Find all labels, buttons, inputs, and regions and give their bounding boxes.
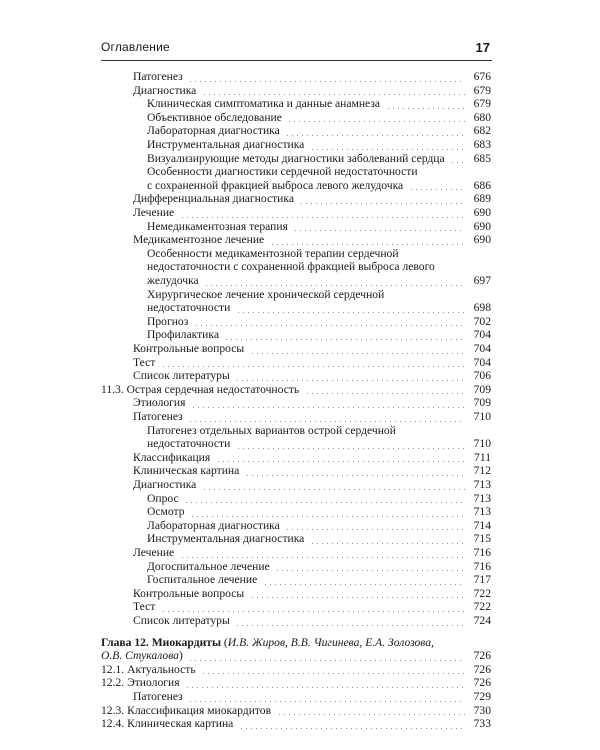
toc-entry[interactable] <box>133 369 491 383</box>
toc-entry-title: Осмотр <box>147 505 185 519</box>
toc-page-number: 729 <box>473 690 491 703</box>
toc-entry[interactable] <box>147 560 491 574</box>
dot-leader <box>191 407 465 408</box>
chapter-authors: И.В. Жиров, В.В. Чигинева, Е.А. Золозова, <box>227 635 434 649</box>
toc-entry-title: Инструментальная диагностика <box>147 138 305 151</box>
chapter-authors: О.В. Стукалова <box>101 649 179 663</box>
dot-leader <box>305 393 465 394</box>
toc-entry[interactable] <box>147 220 491 234</box>
toc-page-number: 679 <box>473 83 491 97</box>
toc-page-number: 689 <box>473 192 491 206</box>
dot-leader <box>293 230 465 231</box>
toc-entry[interactable] <box>147 315 491 329</box>
toc-entry[interactable] <box>133 587 491 601</box>
toc-entry-title: Лабораторная диагностика <box>147 124 280 138</box>
toc-entry-title: Лечение <box>133 546 175 559</box>
toc-entry[interactable] <box>147 111 491 125</box>
dot-leader <box>190 516 465 517</box>
toc-entry-title: 12.2. Этиология <box>101 676 180 690</box>
toc-page-number: 679 <box>473 97 491 111</box>
toc-page-number: 716 <box>473 546 491 559</box>
dot-leader <box>180 217 465 218</box>
dot-leader <box>201 673 465 674</box>
toc-entry-title: Объективное обследование <box>147 110 282 124</box>
toc-entry-title: Патогенез <box>133 690 183 703</box>
toc-entry[interactable] <box>147 138 491 152</box>
toc-page-number: 716 <box>473 559 491 573</box>
toc-page-number: 690 <box>473 233 491 247</box>
toc-entry-title: Патогенез <box>133 410 183 423</box>
toc-entry-title: Патогенез отдельных вариантов острой сердечной <box>147 423 396 437</box>
dot-leader <box>299 203 465 204</box>
toc-entry-title: Список литературы <box>133 614 230 627</box>
toc-entry-title: Особенности диагностики сердечной недостаточности <box>147 165 418 179</box>
toc-entry[interactable] <box>147 519 491 533</box>
toc-entry[interactable] <box>147 97 491 111</box>
toc-entry-title: Опрос <box>147 491 179 505</box>
toc-entry[interactable] <box>133 600 491 614</box>
chapter-title: Глава 12. Миокардиты <box>101 635 222 649</box>
toc-entry-title: Диагностика <box>133 83 197 97</box>
toc-entry[interactable] <box>133 342 491 356</box>
toc-entry-title: недостаточности с сохраненной фракцией выброса левого <box>147 260 435 274</box>
toc-entry-title: 12.3. Классификация миокардитов <box>101 703 272 717</box>
dot-leader <box>310 543 465 544</box>
dot-leader <box>270 244 465 245</box>
dot-leader <box>277 714 465 715</box>
dot-leader <box>285 529 465 530</box>
dot-leader <box>188 421 465 422</box>
toc-entry[interactable] <box>147 532 491 546</box>
toc-entry[interactable] <box>147 152 491 166</box>
header-page-number: 17 <box>475 40 490 55</box>
toc-page-number: 686 <box>473 178 491 192</box>
toc-entry[interactable] <box>147 165 491 192</box>
toc-entry[interactable] <box>147 573 491 587</box>
toc-page-number: 726 <box>473 676 491 690</box>
toc-page-number: 722 <box>473 600 491 614</box>
toc-entry-title: Немедикаментозная терапия <box>147 219 288 233</box>
toc-page-number: 704 <box>473 328 491 342</box>
toc-entry[interactable] <box>101 704 491 718</box>
toc-entry[interactable] <box>133 478 491 492</box>
dot-leader <box>204 285 465 286</box>
toc-entry-title: Контрольные вопросы <box>133 586 245 600</box>
dot-leader <box>250 353 465 354</box>
dot-leader <box>194 325 465 326</box>
toc-entry-title: Дифференциальная диагностика <box>133 192 294 206</box>
toc-page-number: 680 <box>473 110 491 124</box>
toc-entry[interactable] <box>133 464 491 478</box>
toc-page-number: 713 <box>473 505 491 519</box>
toc-page-number: 713 <box>473 478 491 491</box>
toc-page-number: 730 <box>473 703 491 717</box>
dot-leader <box>310 149 465 150</box>
dot-leader <box>235 625 465 626</box>
dot-leader <box>188 701 465 702</box>
toc-entry-title: Тест <box>133 600 156 614</box>
toc-entry-title: Диагностика <box>133 478 197 491</box>
toc-entry[interactable] <box>133 690 491 704</box>
toc-entry-title: Догоспитальное лечение <box>147 559 270 573</box>
toc-entry[interactable] <box>101 717 491 731</box>
toc-entry[interactable] <box>133 70 491 84</box>
toc-page-number: 698 <box>473 301 491 315</box>
toc-entry[interactable] <box>101 663 491 677</box>
toc-entry[interactable] <box>147 247 491 288</box>
dot-leader <box>188 81 465 82</box>
toc-entry-title: недостаточности <box>147 437 231 451</box>
dot-leader <box>239 728 465 729</box>
toc-entry-title: 11.3. Острая сердечная недостаточность <box>101 382 300 396</box>
toc-page-number: 713 <box>473 491 491 505</box>
toc-entry-title: Клиническая симптоматика и данные анамнеза <box>147 97 381 111</box>
toc-entry[interactable] <box>133 192 491 206</box>
dot-leader <box>202 94 465 95</box>
toc-entry-title: Этиология <box>133 396 186 410</box>
toc-entry[interactable] <box>133 356 491 370</box>
toc-entry-title: Клиническая картина <box>133 464 240 478</box>
toc-entry-title: Лечение <box>133 206 175 219</box>
toc-page-number: 704 <box>473 355 491 369</box>
toc-entry-title: 12.4. Клиническая картина <box>101 717 234 731</box>
running-header <box>101 40 492 58</box>
dot-leader <box>224 339 465 340</box>
dot-leader <box>235 380 465 381</box>
toc-page-number: 714 <box>473 518 491 532</box>
toc-entry-title: 12.1. Актуальность <box>101 662 196 676</box>
toc-entry-title: Визуализирующие методы диагностики заболеваний сердца <box>147 151 445 165</box>
toc-chapter-entry[interactable]: Глава 12. Миокардиты (И.В. Жиров, В.В. Чигинева, Е.А. Золозова, О.В. Стукалова) 726 <box>101 635 491 663</box>
toc-entry[interactable] <box>133 206 491 220</box>
toc-page-number: 726 <box>473 662 491 676</box>
toc-entry[interactable] <box>101 676 491 690</box>
dot-leader <box>216 461 465 462</box>
toc-page-number: 710 <box>473 410 491 423</box>
toc-entry-title: Особенности медикаментозной терапии сердечной <box>147 246 399 260</box>
toc-entry[interactable] <box>147 505 491 519</box>
dot-leader <box>202 489 465 490</box>
toc-entry[interactable] <box>133 451 491 465</box>
toc-entry-title: с сохраненной фракцией выброса левого желудочка <box>147 178 404 192</box>
dot-leader <box>245 475 465 476</box>
toc-page-number: 704 <box>473 342 491 355</box>
toc-entry-title: Госпитальное лечение <box>147 573 258 587</box>
toc-entry-title: недостаточности <box>147 301 231 315</box>
toc-entry-title: Классификация <box>133 450 211 464</box>
dot-leader <box>450 162 465 163</box>
toc-page-number: 690 <box>473 206 491 219</box>
toc-entry[interactable] <box>147 288 491 315</box>
toc-entry[interactable] <box>133 396 491 410</box>
toc-entry[interactable] <box>133 410 491 424</box>
dot-leader <box>185 687 465 688</box>
dot-leader <box>275 570 465 571</box>
toc-entry-title: Хирургическое лечение хронической сердечной <box>147 287 385 301</box>
toc-page-number: 712 <box>473 464 491 478</box>
toc-entry[interactable] <box>147 328 491 342</box>
toc-entry[interactable] <box>133 233 491 247</box>
toc-page-number: 706 <box>473 369 491 383</box>
dot-leader <box>180 557 465 558</box>
toc-entry[interactable] <box>133 614 491 628</box>
toc-entry-title: Профилактика <box>147 328 219 342</box>
dot-leader <box>184 502 465 503</box>
dot-leader <box>285 135 465 136</box>
toc-entry-title: Контрольные вопросы <box>133 342 245 355</box>
toc-entry[interactable] <box>147 492 491 506</box>
toc-page-number: 709 <box>473 396 491 410</box>
toc-entry[interactable] <box>101 383 491 397</box>
dot-leader <box>188 660 465 661</box>
header-section-title: Оглавление <box>101 40 170 54</box>
dot-leader <box>250 597 465 598</box>
dot-leader <box>236 312 465 313</box>
toc-page-number: 685 <box>473 151 491 165</box>
toc-page-number: 676 <box>473 70 491 83</box>
toc-page-number: 724 <box>473 614 491 627</box>
toc-page-number: 717 <box>473 573 491 587</box>
toc-page-number: 682 <box>473 124 491 138</box>
dot-leader <box>236 448 465 449</box>
dot-leader <box>287 121 465 122</box>
toc-page-number: 726 <box>473 649 491 663</box>
toc-entry-title: Лабораторная диагностика <box>147 518 280 532</box>
toc-entry-title: желудочка <box>147 273 199 287</box>
dot-leader <box>409 189 465 190</box>
toc-page-number: 709 <box>473 382 491 396</box>
toc-page-number: 710 <box>473 437 491 451</box>
dot-leader <box>161 611 465 612</box>
toc-page-number: 715 <box>473 532 491 546</box>
toc-entry[interactable] <box>133 84 491 98</box>
dot-leader <box>161 366 465 367</box>
toc-page-number: 733 <box>473 717 491 731</box>
toc-entry-title: Инструментальная диагностика <box>147 532 305 546</box>
toc-entry[interactable] <box>133 546 491 560</box>
dot-leader <box>386 108 465 109</box>
toc-entry-title: Прогноз <box>147 314 189 328</box>
toc-entry-title: Медикаментозное лечение <box>133 233 265 247</box>
header-rule <box>101 60 492 61</box>
dot-leader <box>263 584 465 585</box>
toc-page-number: 722 <box>473 586 491 600</box>
toc-entry-title: Тест <box>133 355 156 369</box>
toc-entry-title: Патогенез <box>133 70 183 83</box>
toc-page-number: 711 <box>474 450 491 464</box>
toc-page-number: 702 <box>473 314 491 328</box>
toc-entry[interactable] <box>147 124 491 138</box>
toc-page-number: 690 <box>473 219 491 233</box>
toc-page-number: 697 <box>473 274 491 287</box>
toc-page-number: 683 <box>473 138 491 151</box>
toc-entry[interactable] <box>147 424 491 451</box>
toc-entry-title: Список литературы <box>133 369 230 383</box>
